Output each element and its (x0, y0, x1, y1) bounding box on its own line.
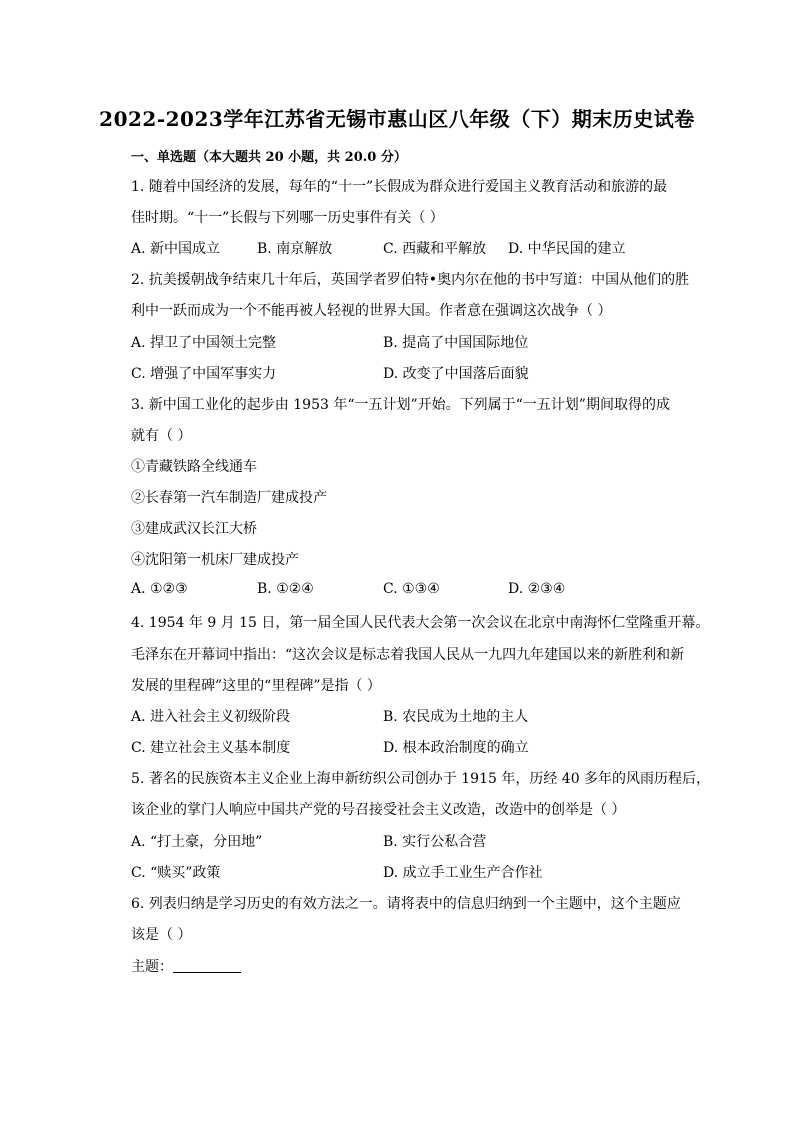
section-heading: 一、单选题（本大题共 20 小题，共 20.0 分） (131, 150, 407, 165)
question-3-line-2: 就有（ ） (131, 428, 192, 444)
question-6-line-2: 该是（ ） (131, 927, 192, 943)
question-5-option-c: C. “赎买”政策 (131, 865, 221, 881)
question-2-line-1: 2. 抗美援朝战争结束几十年后，英国学者罗伯特•奥内尔在他的书中写道：中国从他们的胜 (131, 272, 690, 288)
question-4-option-d: D. 根本政治制度的确立 (383, 740, 529, 756)
theme-blank (173, 958, 241, 973)
question-2-line-2: 利中一跃而成为一个不能再被人轻视的世界大国。作者意在强调这次战争（ ） (131, 303, 612, 319)
question-3-option-a: A. ①②③ (131, 581, 188, 597)
question-1-option-d: D. 中华民国的建立 (508, 241, 626, 257)
question-3-line-1: 3. 新中国工业化的起步由 1953 年“一五计划”开始。下列属于“一五计划”期间取得的成 (131, 397, 670, 413)
question-1-option-b: B. 南京解放 (257, 241, 333, 257)
question-1-option-c: C. 西藏和平解放 (383, 241, 487, 257)
question-3-option-d: D. ②③④ (508, 581, 566, 597)
question-3-item-2: ②长春第一汽车制造厂建成投产 (131, 490, 327, 506)
question-5-option-d: D. 成立手工业生产合作社 (383, 865, 543, 881)
question-6-line-1: 6. 列表归纳是学习历史的有效方法之一。请将表中的信息归纳到一个主题中，这个主题应 (131, 896, 681, 912)
question-1-line-1: 1. 随着中国经济的发展，每年的“十一”长假成为群众进行爱国主义教育活动和旅游的最 (131, 179, 668, 195)
question-3-option-c: C. ①③④ (383, 581, 440, 597)
question-4-option-a: A. 进入社会主义初级阶段 (131, 709, 291, 725)
question-5-line-1: 5. 著名的民族资本主义企业上海申新纺织公司创办于 1915 年，历经 40 多年的风雨历程后， (131, 771, 711, 787)
question-2-option-b: B. 提高了中国国际地位 (383, 335, 529, 351)
question-4-line-3: 发展的里程碑”这里的“里程碑”是指（ ） (131, 678, 381, 694)
question-3-item-3: ③建成武汉长江大桥 (131, 521, 257, 537)
question-4-line-1: 4. 1954 年 9 月 15 日，第一届全国人民代表大会第一次会议在北京中南海怀仁堂隆重开幕。 (131, 615, 710, 631)
question-2-option-d: D. 改变了中国落后面貌 (383, 366, 529, 382)
question-4-option-b: B. 农民成为土地的主人 (383, 709, 529, 725)
question-3-option-b: B. ①②④ (257, 581, 314, 597)
question-1-option-a: A. 新中国成立 (131, 241, 221, 257)
question-5-line-2: 该企业的掌门人响应中国共产党的号召接受社会主义改造，改造中的创举是（ ） (131, 802, 626, 818)
theme-line (131, 956, 241, 976)
question-4-line-2: 毛泽东在开幕词中指出：“这次会议是标志着我国人民从一九四九年建国以来的新胜利和新 (131, 647, 685, 663)
theme-label: 主题： (131, 959, 173, 975)
question-3-item-1: ①青藏铁路全线通车 (131, 459, 257, 475)
question-5-option-b: B. 实行公私合营 (383, 834, 487, 850)
exam-title: 2022-2023学年江苏省无锡市惠山区八年级（下）期末历史试卷 (99, 107, 695, 131)
question-5-option-a: A. “打土豪，分田地” (131, 834, 263, 850)
question-2-option-a: A. 捍卫了中国领土完整 (131, 335, 277, 351)
question-4-option-c: C. 建立社会主义基本制度 (131, 740, 291, 756)
question-2-option-c: C. 增强了中国军事实力 (131, 366, 277, 382)
question-3-item-4: ④沈阳第一机床厂建成投产 (131, 552, 299, 568)
question-1-line-2: 佳时期。“十一”长假与下列哪一历史事件有关（ ） (131, 210, 444, 226)
